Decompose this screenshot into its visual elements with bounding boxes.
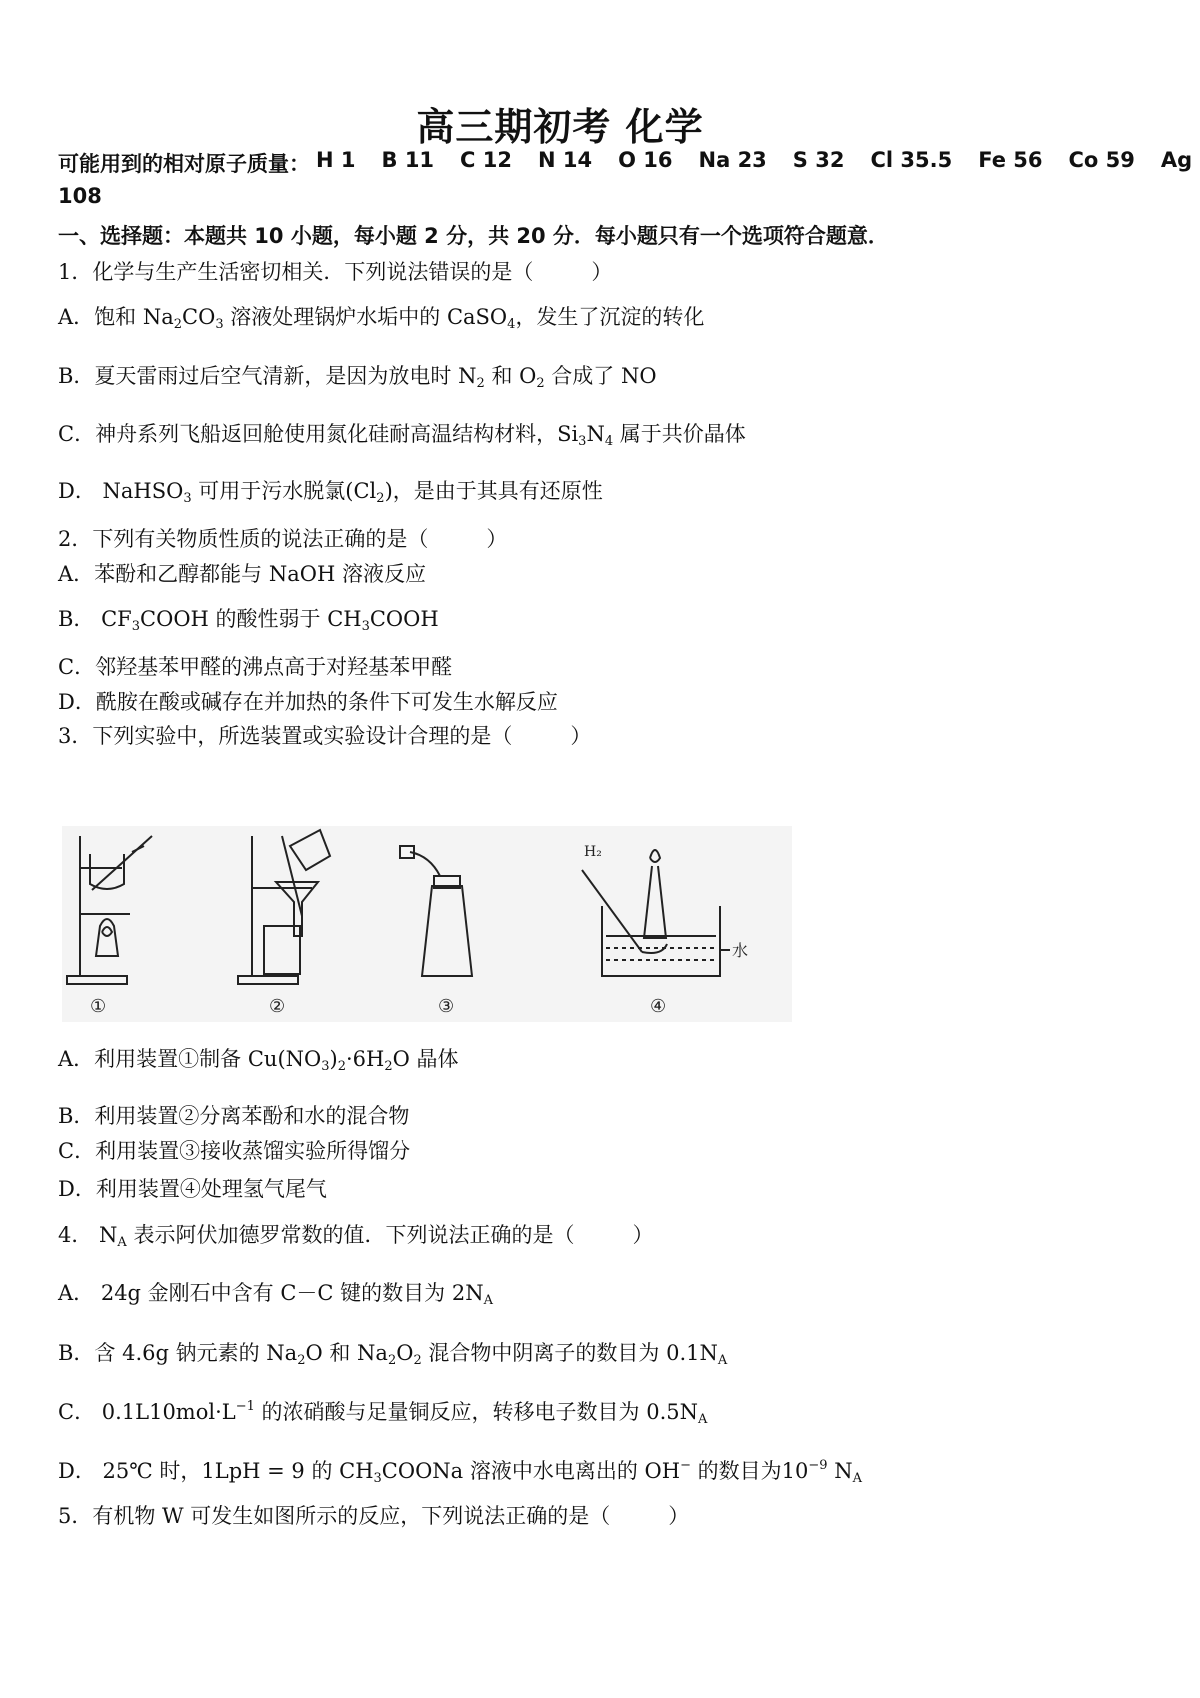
subscript: 3 xyxy=(361,619,370,634)
option-text: 属于共价晶体 xyxy=(613,422,746,446)
apparatus-figure xyxy=(62,826,792,1022)
superscript: −1 xyxy=(235,1399,255,1414)
option-text: ，是由于其具有还原性 xyxy=(392,479,603,503)
stir-rod xyxy=(92,836,152,890)
option-text: ) xyxy=(329,1047,338,1071)
option-text: N xyxy=(586,422,605,446)
q1-option-c xyxy=(58,418,746,449)
option-text: 的浓硝酸与足量铜反应，转移电子数目为 0.5N xyxy=(254,1400,698,1424)
question-3-stem xyxy=(58,720,591,750)
stand-base xyxy=(67,976,127,984)
option-text: A．饱和 Na xyxy=(58,305,174,329)
funnel xyxy=(276,882,318,936)
option-text: D． NaHSO xyxy=(58,479,184,503)
option-text: ，发生了沉淀的转化 xyxy=(515,305,705,329)
gas-tube xyxy=(582,870,642,952)
apparatus-label-4: ④ xyxy=(650,996,667,1017)
water-label: 水 xyxy=(732,941,749,960)
option-text: O 晶体 xyxy=(392,1047,459,1071)
q4-option-b xyxy=(58,1337,727,1368)
subscript: 3 xyxy=(183,491,192,506)
option-text: B．含 4.6g 钠元素的 Na xyxy=(58,1341,298,1365)
q4-option-c xyxy=(58,1396,707,1427)
subscript: 4 xyxy=(604,434,614,449)
subscript: 3 xyxy=(215,317,224,332)
q3-option-c: C．利用装置③接收蒸馏实验所得馏分 xyxy=(58,1139,411,1163)
paren-close: ） xyxy=(570,724,592,748)
subscript: 2 xyxy=(387,1353,397,1368)
apparatus-label-1: ① xyxy=(90,996,107,1017)
q1-option-a xyxy=(58,301,704,332)
mass-item: C 12 xyxy=(460,148,512,172)
subscript: 2 xyxy=(384,1059,393,1074)
question-text: 4． N xyxy=(58,1223,118,1247)
option-text: (NO xyxy=(277,1047,322,1071)
mass-item: O 16 xyxy=(618,148,673,172)
option-text: (Cl xyxy=(345,479,377,503)
option-text: B．夏天雷雨过后空气清新，是因为放电时 N xyxy=(58,364,477,388)
option-text: O 和 Na xyxy=(305,1341,388,1365)
conical-flask xyxy=(422,886,472,976)
apparatus-drawing xyxy=(62,826,792,1022)
option-text: COOH 的酸性弱于 CH xyxy=(140,607,362,631)
pouring-beaker xyxy=(290,830,330,870)
subscript: 2 xyxy=(476,376,485,391)
superscript: −9 xyxy=(808,1458,828,1473)
paren-close: ） xyxy=(591,260,613,284)
subscript: 4 xyxy=(507,317,516,332)
q2-option-c: C．邻羟基苯甲醛的沸点高于对羟基苯甲醛 xyxy=(58,655,453,679)
question-2-stem xyxy=(58,523,507,553)
apparatus-label-3: ③ xyxy=(438,996,455,1017)
mass-item: Na 23 xyxy=(698,148,767,172)
atomic-mass-overflow: 108 xyxy=(58,184,102,208)
section-heading: 一、选择题：本题共 10 小题，每小题 2 分，共 20 分．每小题只有一个选项符合题意． xyxy=(58,224,889,248)
mass-item: H 1 xyxy=(316,148,356,172)
flame xyxy=(102,927,112,936)
mass-item: Fe 56 xyxy=(978,148,1043,172)
subscript: 2 xyxy=(376,491,385,506)
mass-item: Cl 35.5 xyxy=(870,148,953,172)
q2-option-d: D．酰胺在酸或碱存在并加热的条件下可发生水解反应 xyxy=(58,690,558,714)
superscript: − xyxy=(680,1458,691,1473)
mass-item: N 14 xyxy=(538,148,593,172)
option-text: 可用于污水脱氯 xyxy=(191,479,346,503)
option-text: ) xyxy=(384,479,393,503)
q1-option-d xyxy=(58,475,603,506)
mass-item: B 11 xyxy=(381,148,435,172)
atomic-mass-label: 可能用到的相对原子质量： xyxy=(58,152,310,176)
subscript: 2 xyxy=(337,1059,346,1074)
question-text: 3．下列实验中，所选装置或实验设计合理的是（ xyxy=(58,724,513,748)
option-text: N xyxy=(827,1459,853,1483)
option-text: 和 O xyxy=(484,364,537,388)
option-text: COOH xyxy=(369,607,439,631)
option-text: A． 24g 金刚石中含有 C－C 键的数目为 2N xyxy=(58,1281,484,1305)
mass-item: Co 59 xyxy=(1068,148,1135,172)
subscript: A xyxy=(852,1471,863,1486)
q3-option-a xyxy=(58,1043,459,1074)
option-text: 混合物中阴离子的数目为 0.1N xyxy=(421,1341,718,1365)
option-text: A．利用装置①制备 Cu xyxy=(58,1047,278,1071)
option-text: D． 25℃ 时，1LpH = 9 的 CH xyxy=(58,1459,374,1483)
q4-option-d xyxy=(58,1455,862,1486)
q2-option-a: A．苯酚和乙醇都能与 NaOH 溶液反应 xyxy=(58,562,426,586)
inverted-tube xyxy=(644,866,666,938)
q2-option-b xyxy=(58,603,439,634)
water-trough xyxy=(602,906,720,976)
option-text: COONa 溶液中水电离出的 OH xyxy=(381,1459,681,1483)
mass-item: S 32 xyxy=(792,148,845,172)
subscript: 3 xyxy=(321,1059,330,1074)
subscript: 2 xyxy=(413,1353,422,1368)
paren-close: ） xyxy=(668,1504,690,1528)
subscript: 3 xyxy=(373,1471,382,1486)
subscript: 2 xyxy=(536,376,545,391)
subscript: 2 xyxy=(173,317,183,332)
option-text: 溶液处理锅炉水垢中的 CaSO xyxy=(223,305,508,329)
question-5-stem xyxy=(58,1500,689,1530)
subscript: 3 xyxy=(131,619,141,634)
subscript: A xyxy=(698,1412,708,1427)
question-text: 表示阿伏加德罗常数的值．下列说法正确的是（ xyxy=(126,1223,575,1247)
question-text: 1．化学与生产生活密切相关．下列说法错误的是（ xyxy=(58,260,534,284)
paren-close: ） xyxy=(486,527,508,551)
q4-option-a xyxy=(58,1277,493,1308)
q1-option-b xyxy=(58,360,657,391)
q3-option-b: B．利用装置②分离苯酚和水的混合物 xyxy=(58,1104,410,1128)
h2-label: H₂ xyxy=(584,844,602,860)
question-text: 5．有机物 W 可发生如图所示的反应，下列说法正确的是（ xyxy=(58,1504,611,1528)
option-text: C． 0.1L10mol·L xyxy=(58,1400,236,1424)
beaker-1 xyxy=(90,854,124,889)
mass-item: Ag xyxy=(1160,148,1193,172)
page-title: 高三期初考 化学 xyxy=(416,104,704,149)
option-text: 的数目为10 xyxy=(690,1459,809,1483)
question-1-stem xyxy=(58,256,612,286)
option-text: CO xyxy=(182,305,216,329)
option-text: B． CF xyxy=(58,607,132,631)
option-text: C．神舟系列飞船返回舱使用氮化硅耐高温结构材料，Si xyxy=(58,422,579,446)
option-text: 合成了 NO xyxy=(544,364,657,388)
subscript: 2 xyxy=(297,1353,306,1368)
option-text: O xyxy=(396,1341,414,1365)
subscript: A xyxy=(117,1235,127,1250)
paren-close: ） xyxy=(632,1223,654,1247)
h2-flame xyxy=(650,850,660,862)
q3-option-d: D．利用装置④处理氢气尾气 xyxy=(58,1177,327,1201)
subscript: 3 xyxy=(578,434,587,449)
subscript: A xyxy=(717,1353,728,1368)
question-text: 2．下列有关物质性质的说法正确的是（ xyxy=(58,527,429,551)
subscript: A xyxy=(483,1293,493,1308)
option-text: ·6H xyxy=(346,1047,385,1071)
atomic-mass-line xyxy=(58,148,1200,178)
question-4-stem xyxy=(58,1219,654,1250)
apparatus-label-2: ② xyxy=(269,996,286,1017)
